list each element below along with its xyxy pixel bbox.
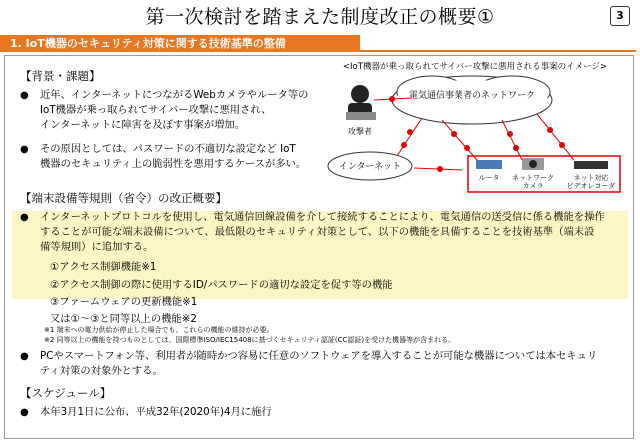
- background-bullet-1: [20, 88, 320, 133]
- carrier-network-label: 電気通信事業者のネットワーク: [408, 91, 536, 101]
- attacker-icon: [346, 85, 376, 120]
- schedule-bullet: [20, 405, 620, 420]
- line: 機器のセキュリティ上の脆弱性を悪用するケースが多い。: [40, 158, 307, 170]
- section-header: 1. IoT機器のセキュリティ対策に関する技術基準の整備: [0, 35, 360, 52]
- schedule-text: 本年3月1日に公布、平成32年(2020年)4月に施行: [40, 406, 272, 418]
- footnote-2: ※2 同等以上の機能を持つものとしては、国際標準ISO/IEC15408に基づくセキュリティ認証(CC認証)を受けた機器等が含まれる。: [44, 336, 456, 344]
- bullet-dot: ●: [20, 90, 29, 101]
- camera-icon: [522, 158, 544, 170]
- regulation-bullet-1: [20, 210, 620, 255]
- function-item-1: ①アクセス制御機能※1: [50, 261, 157, 273]
- video-recorder-label-1: ネット対応: [573, 174, 609, 182]
- router-icon: [476, 160, 502, 169]
- video-recorder-icon: [574, 161, 608, 169]
- video-recorder-label-2: ビデオレコーダ: [566, 182, 616, 190]
- line: 備等規則）に追加する。: [40, 241, 154, 253]
- page-title: 第一次検討を踏まえた制度改正の概要①: [145, 6, 495, 28]
- function-item-4: 又は①～③と同等以上の機能※2: [50, 313, 197, 325]
- function-item-3: ③ファームウェアの更新機能※1: [50, 296, 198, 308]
- function-item-2: ②アクセス制御の際に使用するID/パスワードの適切な設定を促す等の機能: [50, 279, 393, 291]
- bullet-dot: ●: [20, 351, 29, 362]
- line: インターネットプロトコルを使用し、電気通信回線設備を介して接続することにより、電気通信の送受信に係る機能を操作: [40, 211, 605, 223]
- background-bullet-2: [20, 142, 320, 172]
- footnote-1: ※1 端末への電力供給が停止した場合でも、これらの機能の維持が必要。: [44, 326, 274, 334]
- line: ティ対策の対象外とする。: [40, 365, 163, 377]
- illustration-caption: <IoT機器が乗っ取られてサイバー攻撃に悪用される事案のイメージ>: [342, 62, 608, 72]
- line: その原因としては、パスワードの不適切な設定など IoT: [40, 143, 296, 155]
- line: 近年、インターネットにつながるWebカメラやルータ等の: [40, 89, 309, 101]
- line: PCやスマートフォン等、利用者が随時かつ容易に任意のソフトウェアを導入することが可能な機器については本セキュリ: [40, 350, 598, 362]
- line: インターネットに障害を及ぼす事案が増加。: [40, 119, 246, 131]
- bullet-dot: ●: [20, 407, 29, 418]
- bullet-dot: ●: [20, 144, 29, 155]
- network-camera-label-1: ネットワーク: [512, 174, 554, 182]
- line: することが可能な端末設備について、最低限のセキュリティ対策として、以下の機能を具備することを技術基準（端末設: [40, 226, 595, 238]
- network-camera-label-2: カメラ: [522, 182, 544, 190]
- attack-diagram: [322, 70, 626, 196]
- schedule-heading: 【スケジュール】: [20, 386, 112, 400]
- bullet-dot: ●: [20, 212, 29, 223]
- router-label: ルータ: [478, 174, 500, 182]
- attacker-label: 攻撃者: [348, 127, 372, 136]
- internet-label: インターネット: [338, 162, 402, 172]
- background-heading: 【背景・課題】: [20, 69, 101, 83]
- section-divider: [0, 50, 636, 52]
- regulation-heading: 【端末設備等規則（省令）の改正概要】: [20, 191, 227, 205]
- line: IoT機器が乗っ取られてサイバー攻撃に悪用され、: [40, 104, 272, 116]
- page-number: 3: [610, 6, 630, 26]
- regulation-bullet-2: [20, 349, 620, 379]
- attack-illustration: [322, 70, 626, 196]
